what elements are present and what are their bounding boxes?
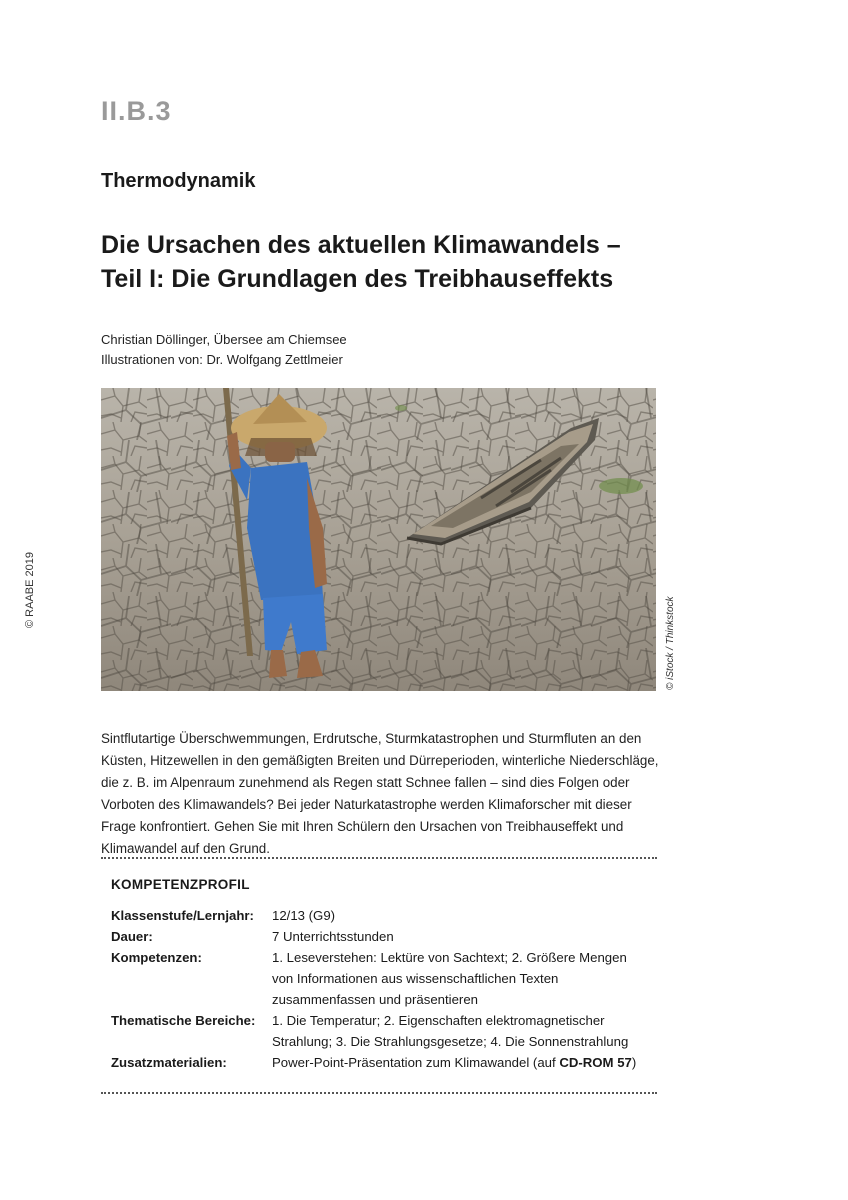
dotted-divider-top <box>101 857 657 859</box>
profile-value <box>272 1052 642 1073</box>
copyright-notice: © RAABE 2019 <box>24 552 36 628</box>
profile-value: 7 Unterrichtsstunden <box>272 929 394 944</box>
intro-paragraph: Sintflutartige Überschwemmungen, Erdrutsche, Sturmkatastrophen und Sturmfluten an den Küsten, Hitzewellen in den gemäßigten Breiten und Dürreperioden, winterliche Niederschläge, die z. B. im Alpenraum zunehmend als Regen statt Schnee fallen – sind dies Folgen oder Vorboten des Klimawandels? Bei jeder Naturkatastrophe werden Klimaforscher mit dieser Frage konfrontiert. Gehen Sie mit Ihren Schülern den Ursachen von Treibhauseffekt und Klimawandel auf den Grund. <box>101 731 659 856</box>
materials-text-end: ) <box>631 1055 637 1070</box>
profile-label: Zusatzmaterialien: <box>111 1055 227 1070</box>
profile-label: Klassenstufe/Lernjahr: <box>111 908 254 923</box>
profile-row-grade <box>111 905 651 926</box>
profile-label: Dauer: <box>111 929 153 944</box>
photo-credit: © iStock / Thinkstock <box>665 596 676 690</box>
title-line-1: Die Ursachen des aktuellen Klimawandels – <box>101 231 621 259</box>
profile-label: Kompetenzen: <box>111 950 202 965</box>
illustrator-credit: Illustrationen von: Dr. Wolfgang Zettlmeier <box>101 352 343 367</box>
profile-row-duration <box>111 926 651 947</box>
dotted-divider-bottom <box>101 1092 657 1094</box>
profile-row-materials <box>111 1052 651 1073</box>
profile-value: 1. Leseverstehen: Lektüre von Sachtext; 2. Größere Mengen von Informationen aus wissenschaftlichen Texten zusammenfassen und präsentieren <box>272 950 627 1007</box>
profile-row-topics <box>111 1010 651 1052</box>
profile-value: 12/13 (G9) <box>272 908 336 923</box>
document-title <box>101 228 621 296</box>
profile-label: Thematische Bereiche: <box>111 1013 256 1028</box>
section-code: II.B.3 <box>101 96 172 126</box>
photo-drought-child-boat <box>101 388 656 691</box>
profile-row-competences <box>111 947 651 1010</box>
materials-text: Power-Point-Präsentation zum Klimawandel (auf <box>272 1055 560 1070</box>
cd-rom-reference: CD-ROM 57 <box>559 1055 632 1070</box>
author-name: Christian Döllinger, Übersee am Chiemsee <box>101 332 347 347</box>
competence-profile-heading: KOMPETENZPROFIL <box>111 877 250 892</box>
subject-heading: Thermodynamik <box>101 170 256 192</box>
profile-value: 1. Die Temperatur; 2. Eigenschaften elektromagnetischer Strahlung; 3. Die Strahlungsgesetze; 4. Die Sonnenstrahlung <box>272 1013 629 1049</box>
author-block <box>101 330 347 370</box>
cover-photo <box>101 388 656 691</box>
title-line-2: Teil I: Die Grundlagen des Treibhauseffekts <box>101 265 614 293</box>
